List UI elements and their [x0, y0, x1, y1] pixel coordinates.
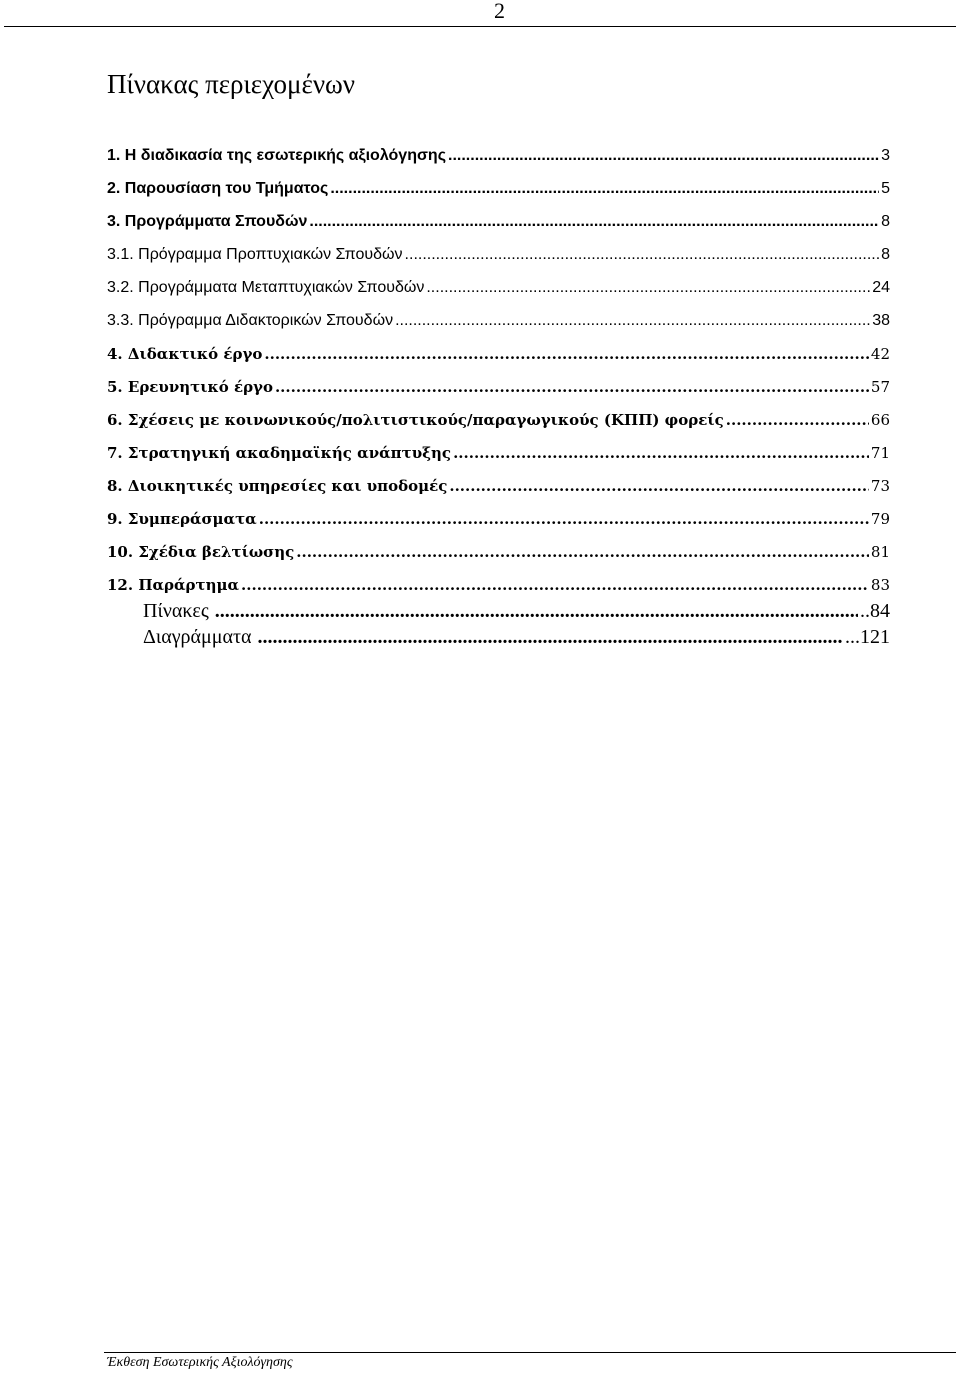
toc-entry-page: 57 — [870, 378, 890, 396]
toc-entry[interactable] — [107, 145, 890, 167]
toc-entry[interactable] — [107, 541, 890, 563]
toc-entry-page: 8 — [881, 213, 890, 230]
toc-entry-label: 4. Διδακτικό έργο — [107, 345, 263, 363]
toc-entry-page: 5 — [881, 180, 890, 197]
toc-entry[interactable] — [107, 508, 890, 530]
toc-entry-page: 3 — [881, 147, 890, 164]
toc-entry-page: ...121 — [845, 626, 890, 648]
dot-leader — [241, 574, 869, 596]
toc-entry-label: 2. Παρουσίαση του Τμήματος — [107, 180, 329, 197]
dot-leader — [449, 475, 869, 497]
toc-entry-label: 9. Συμπεράσματα — [107, 510, 257, 528]
toc-entry[interactable] — [107, 626, 890, 648]
toc-entry-page: 24 — [872, 279, 890, 296]
toc-entry-page: 66 — [870, 411, 890, 429]
dot-leader — [395, 310, 870, 332]
toc-entry[interactable] — [107, 574, 890, 596]
toc-entry[interactable] — [107, 211, 890, 233]
toc-entry-label: 7. Στρατηγική ακαδημαϊκής ανάπτυξης — [107, 444, 452, 462]
toc-entry[interactable] — [107, 178, 890, 200]
toc-entry-label: 5. Ερευνητικό έργο — [107, 378, 273, 396]
toc-entry-label: 1. Η διαδικασία της εσωτερικής αξιολόγησης — [107, 147, 447, 164]
toc-entry-page: 83 — [870, 576, 890, 594]
toc-entry-label: Πίνακες — [143, 600, 209, 622]
page-number: 2 — [494, 0, 505, 23]
toc-entry[interactable] — [107, 376, 890, 398]
dot-leader — [453, 442, 869, 464]
toc-entry-label: 3. Προγράμματα Σπουδών — [107, 213, 308, 230]
toc-entry-page: 73 — [870, 477, 890, 495]
toc-title: Πίνακας περιεχομένων — [107, 69, 356, 99]
toc-entry-label: 3.2. Προγράμματα Μεταπτυχιακών Σπουδών — [107, 279, 425, 296]
toc-entry-page: 38 — [872, 312, 890, 329]
toc-entry-label: 8. Διοικητικές υπηρεσίες και υποδομές — [107, 477, 448, 495]
dot-leader — [264, 343, 869, 365]
dot-leader — [215, 600, 858, 622]
dot-leader — [259, 508, 869, 530]
footer-rule — [104, 1352, 956, 1353]
dot-leader — [330, 178, 879, 200]
dot-leader — [296, 541, 869, 563]
toc-entry-page: 8 — [881, 246, 890, 263]
toc-entry[interactable] — [107, 277, 890, 299]
toc-entry[interactable] — [107, 442, 890, 464]
toc-entry[interactable] — [107, 310, 890, 332]
toc-entry-label: Διαγράμματα — [143, 626, 252, 648]
toc-entry-label: 10. Σχέδια βελτίωσης — [107, 543, 295, 561]
toc-entry[interactable] — [107, 475, 890, 497]
dot-leader — [257, 626, 843, 648]
dot-leader — [426, 277, 870, 299]
toc-entry[interactable] — [107, 244, 890, 266]
footer-text: Έκθεση Εσωτερικής Αξιολόγησης — [107, 1355, 293, 1370]
toc-entry[interactable] — [107, 343, 890, 365]
toc-list — [107, 145, 890, 659]
dot-leader — [275, 376, 869, 398]
toc-entry-page: 42 — [870, 345, 890, 363]
dot-leader — [726, 409, 869, 431]
toc-entry-label: 3.3. Πρόγραμμα Διδακτορικών Σπουδών — [107, 312, 394, 329]
header-rule — [4, 26, 956, 27]
toc-entry-label: 12. Παράρτημα — [107, 576, 240, 594]
toc-entry-page: 79 — [870, 510, 890, 528]
toc-entry-label: 3.1. Πρόγραμμα Προπτυχιακών Σπουδών — [107, 246, 403, 263]
toc-entry-page: 71 — [870, 444, 890, 462]
dot-leader — [405, 244, 880, 266]
dot-leader — [448, 145, 879, 167]
toc-entry-page: 81 — [870, 543, 890, 561]
toc-entry[interactable] — [107, 409, 890, 431]
toc-entry-page: ..84 — [860, 600, 890, 622]
dot-leader — [309, 211, 879, 233]
toc-entry[interactable] — [107, 600, 890, 622]
toc-entry-label: 6. Σχέσεις με κοινωνικούς/πολιτιστικούς/παραγωγικούς (ΚΠΠ) φορείς — [107, 411, 724, 429]
